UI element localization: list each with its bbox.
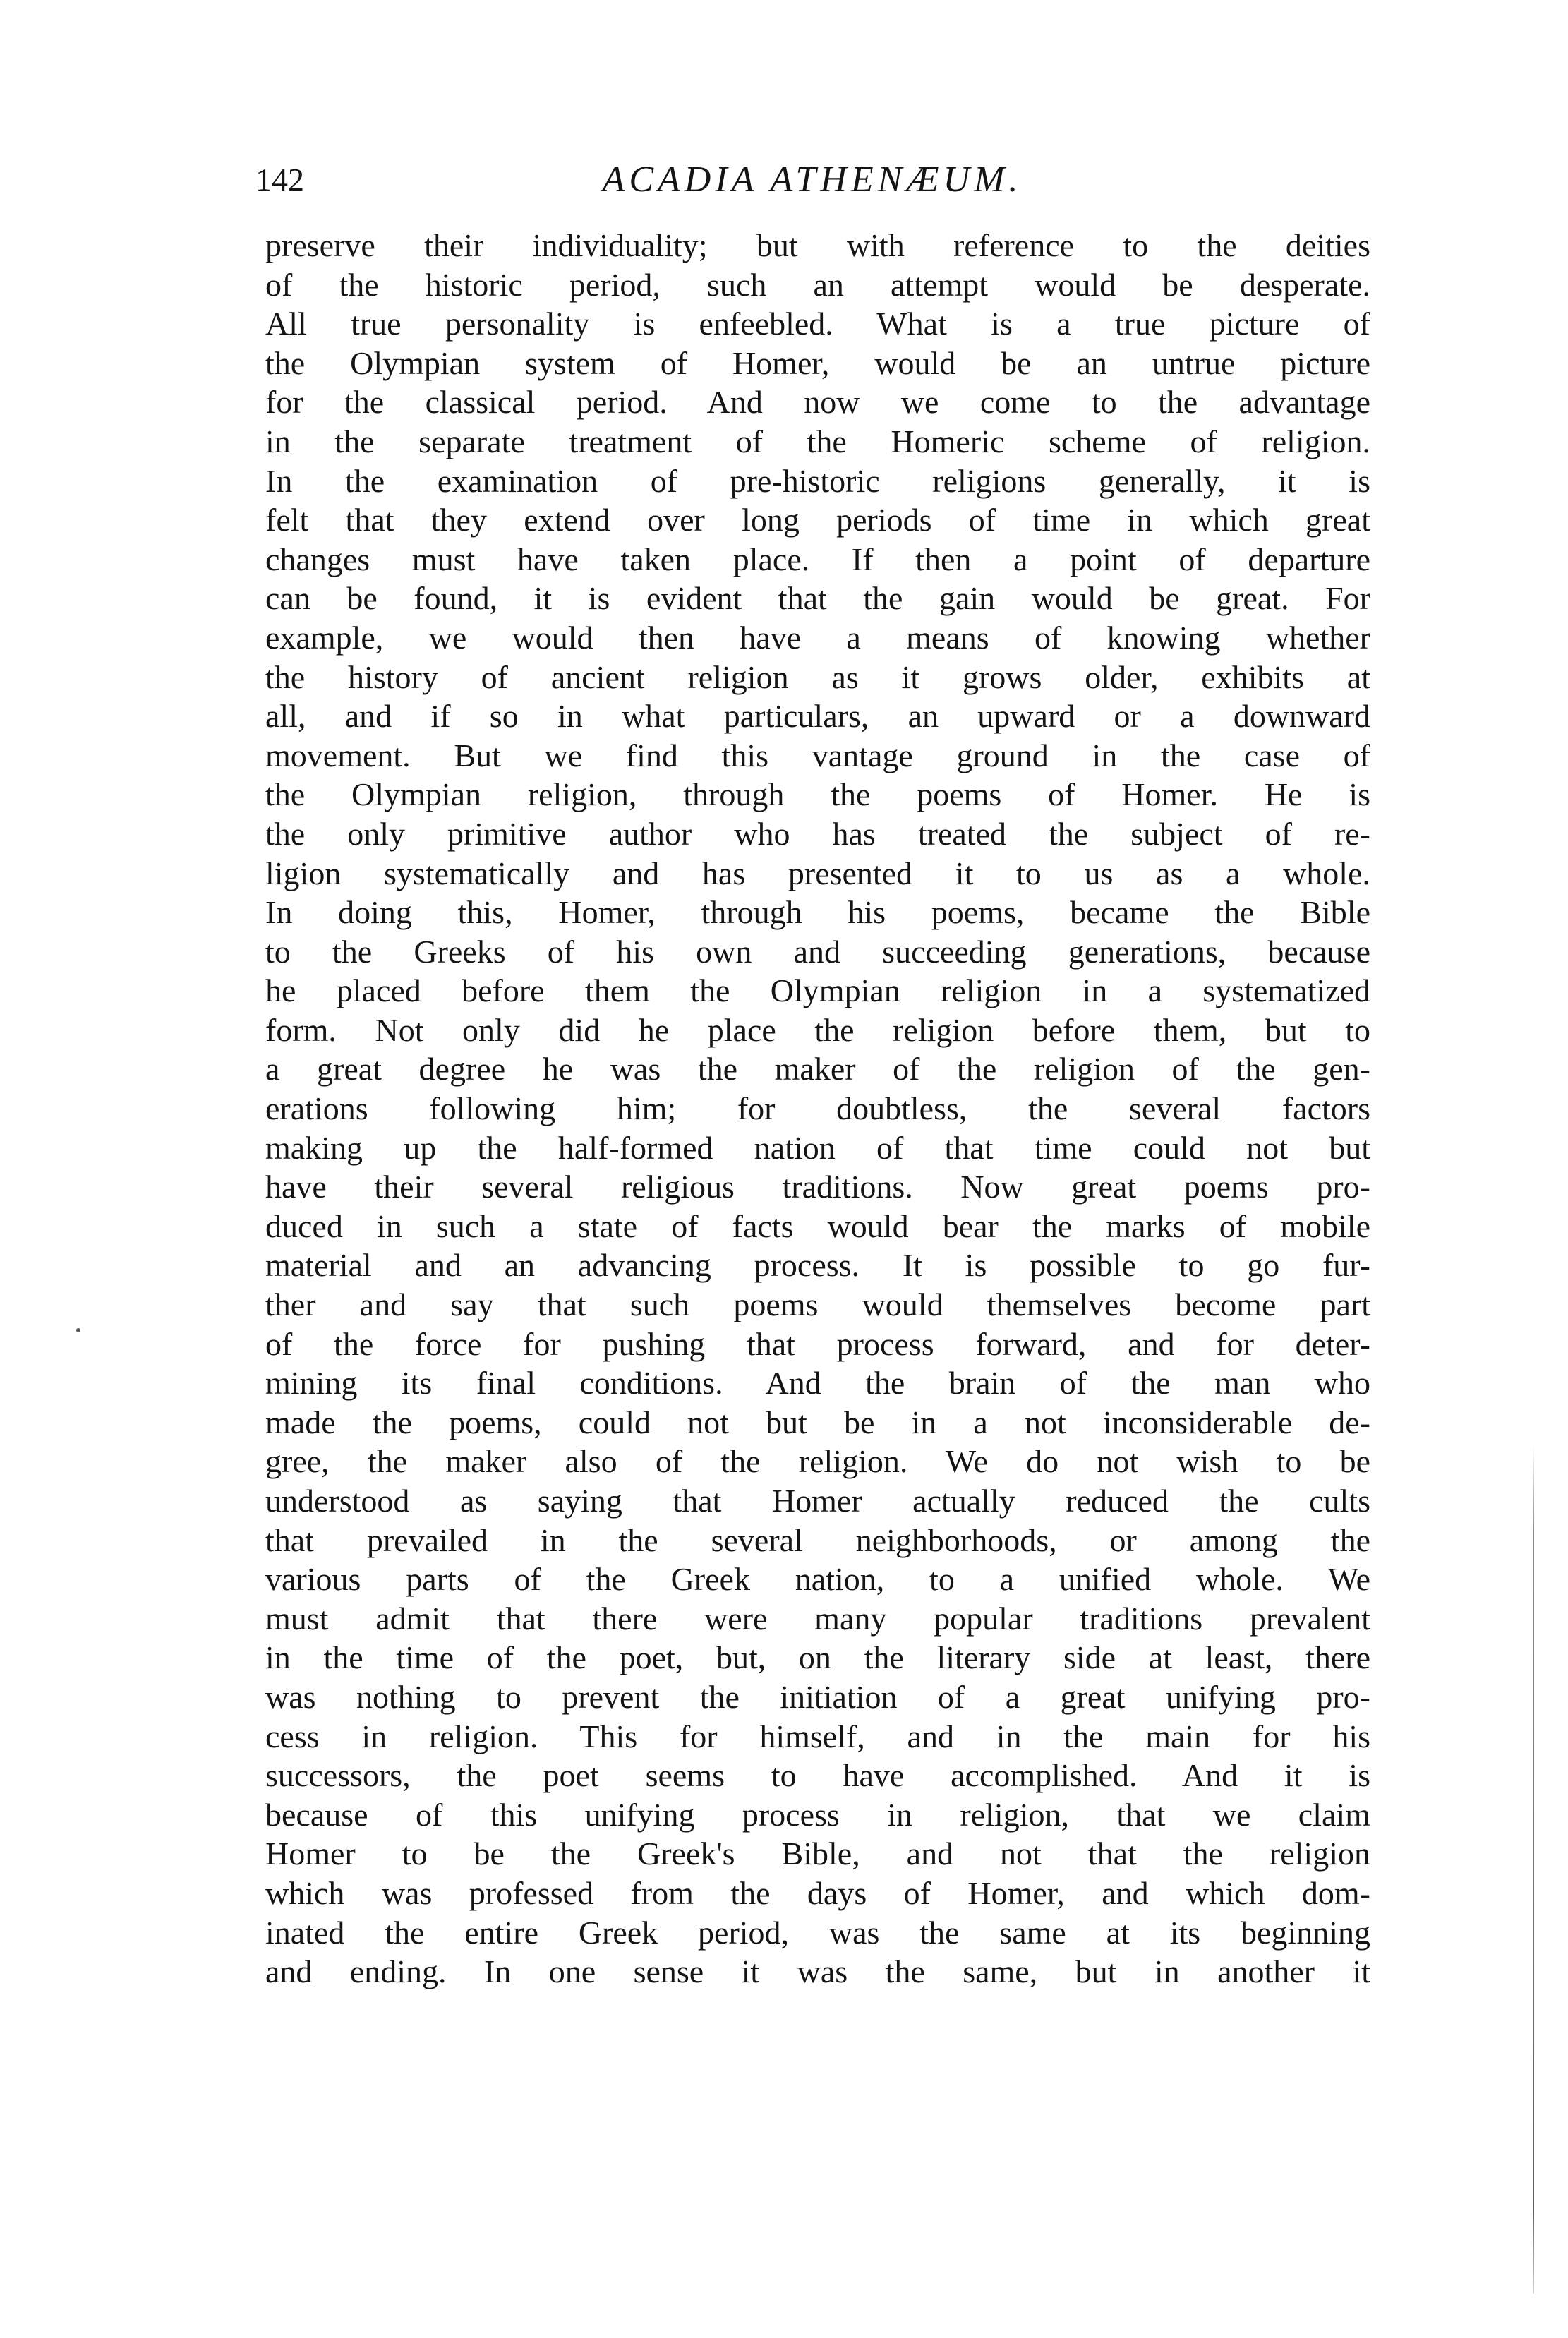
page-edge-mark	[1533, 1447, 1534, 2294]
text-line: of the historic period, such an attempt would be desperate.	[265, 266, 1370, 303]
page-number: 142	[255, 162, 304, 198]
text-line: gree, the maker also of the religion. We do not wish to be	[265, 1443, 1370, 1480]
text-line: ther and say that such poems would themselves become part	[265, 1286, 1370, 1323]
text-line: inated the entire Greek period, was the same at its beginning	[265, 1914, 1370, 1951]
text-line: the Olympian system of Homer, would be an untrue picture	[265, 344, 1370, 381]
text-line: successors, the poet seems to have accomplished. And it is	[265, 1757, 1370, 1794]
text-line: he placed before them the Olympian religion in a systematized	[265, 972, 1370, 1009]
text-line: to the Greeks of his own and succeeding generations, because	[265, 933, 1370, 970]
text-line: made the poems, could not but be in a not inconsiderable de-	[265, 1404, 1370, 1440]
text-line: in the time of the poet, but, on the literary side at least, there	[265, 1639, 1370, 1676]
text-line: of the force for pushing that process forward, and for deter-	[265, 1325, 1370, 1362]
text-line: All true personality is enfeebled. What is a true picture of	[265, 306, 1370, 342]
text-line: the history of ancient religion as it grows older, exhibits at	[265, 658, 1370, 695]
text-line: felt that they extend over long periods of time in which great	[265, 502, 1370, 538]
text-line: for the classical period. And now we come to the advantage	[265, 384, 1370, 421]
text-line: various parts of the Greek nation, to a unified whole. We	[265, 1561, 1370, 1598]
text-line: material and an advancing process. It is possible to go fur-	[265, 1247, 1370, 1284]
text-line: all, and if so in what particulars, an upward or a downward	[265, 698, 1370, 735]
text-line: must admit that there were many popular traditions prevalent	[265, 1600, 1370, 1637]
text-line: mining its final conditions. And the brain of the man who	[265, 1365, 1370, 1402]
text-line: in the separate treatment of the Homeric scheme of religion.	[265, 423, 1370, 459]
text-line: cess in religion. This for himself, and in the main for his	[265, 1718, 1370, 1754]
text-line: example, we would then have a means of knowing whether	[265, 619, 1370, 656]
text-line: Homer to be the Greek's Bible, and not that the religion	[265, 1836, 1370, 1872]
text-line: the only primitive author who has treated the subject of re-	[265, 815, 1370, 852]
text-line: movement. But we find this vantage ground in the case of	[265, 737, 1370, 773]
text-line: was nothing to prevent the initiation of a great unifying pro-	[265, 1678, 1370, 1715]
text-line: making up the half-formed nation of that time could not but	[265, 1129, 1370, 1166]
text-line: preserve their individuality; but with reference to the deities	[265, 227, 1370, 263]
body-text	[265, 226, 1370, 1991]
text-line: because of this unifying process in religion, that we claim	[265, 1796, 1370, 1833]
text-line: that prevailed in the several neighborhoods, or among the	[265, 1521, 1370, 1558]
text-line: have their several religious traditions. Now great poems pro-	[265, 1169, 1370, 1205]
text-line: which was professed from the days of Homer, and which dom-	[265, 1874, 1370, 1911]
text-line: erations following him; for doubtless, the several factors	[265, 1090, 1370, 1127]
text-line: duced in such a state of facts would bear the marks of mobile	[265, 1207, 1370, 1244]
text-line: In the examination of pre-historic religions generally, it is	[265, 462, 1370, 499]
margin-speck	[76, 1328, 80, 1332]
text-line: the Olympian religion, through the poems of Homer. He is	[265, 776, 1370, 813]
text-line: changes must have taken place. If then a point of departure	[265, 541, 1370, 577]
text-line: In doing this, Homer, through his poems, became the Bible	[265, 894, 1370, 931]
page-header	[255, 155, 1369, 205]
text-line: a great degree he was the maker of the religion of the gen-	[265, 1051, 1370, 1087]
text-line: ligion systematically and has presented it to us as a whole.	[265, 855, 1370, 891]
text-line: form. Not only did he place the religion before them, but to	[265, 1011, 1370, 1048]
text-line: understood as saying that Homer actually reduced the cults	[265, 1483, 1370, 1519]
text-line: can be found, it is evident that the gain would be great. For	[265, 580, 1370, 617]
text-line: and ending. In one sense it was the same, but in another it	[265, 1953, 1370, 1990]
running-title: ACADIA ATHENÆUM.	[602, 159, 1023, 200]
